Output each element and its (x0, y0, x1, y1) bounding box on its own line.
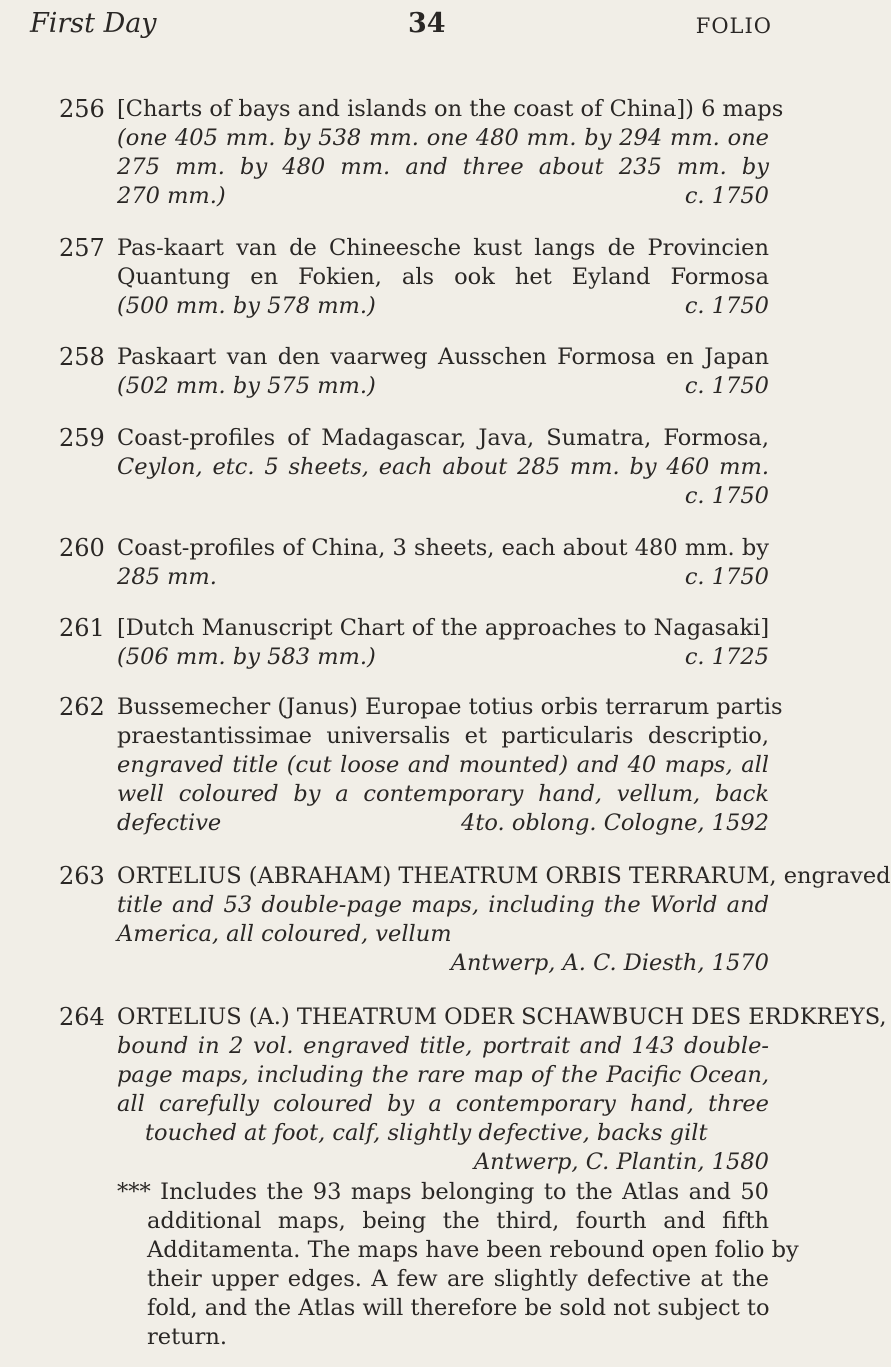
lot-description: [Dutch Manuscript Chart of the approaches to Nagasaki] (506 mm. by 583 mm.) c. 1725 (117, 615, 770, 670)
lot-date: c. 1750 (684, 183, 769, 209)
lot-date: c. 1750 (684, 564, 769, 590)
running-head: First Day (30, 8, 157, 39)
lot-description: Coast-profiles of Madagascar, Java, Sumatra, Formosa, Ceylon, etc. 5 sheets, each about 285 mm. by 460 mm. c. 1750 (117, 425, 769, 509)
lot-description: Paskaart van den vaarweg Ausschen Formosa en Japan (502 mm. by 575 mm.) c. 1750 (117, 344, 769, 399)
lot-date: 4to. oblong. Cologne, 1592 (461, 810, 769, 836)
lot-date: c. 1750 (684, 483, 769, 509)
lot-date: Antwerp, A. C. Diesth, 1570 (450, 950, 769, 976)
lot-date: c. 1750 (684, 293, 769, 319)
lot-number: 264 (59, 1003, 105, 1031)
lot-number: 256 (59, 95, 105, 123)
lot-description: Coast-profiles of China, 3 sheets, each about 480 mm. by 285 mm. c. 1750 (117, 535, 769, 590)
page-header (30, 8, 772, 44)
lot-date: Antwerp, C. Plantin, 1580 (473, 1149, 769, 1175)
lot-description: Pas-kaart van de Chineesche kust langs de Provincien Quantung en Fokien, als ook het Eyland Formosa (500 mm. by 578 mm.) c. 1750 (117, 235, 769, 319)
lot-number: 263 (59, 862, 105, 890)
lot-264-note: *** Includes the 93 maps belonging to the Atlas and 50 additional maps, being the third, fourth and fifth Additamenta. The maps have been rebound open folio by their upper edges. A few are slightly defective at the fold, and the Atlas will therefore be sold not subject to return. (117, 1179, 799, 1350)
lot-description: Bussemecher (Janus) Europae totius orbis terrarum partis praestantissimae universalis et particularis descriptio, engraved title (cut loose and mounted) and 40 maps, all well coloured by a contemporary hand, vellum, back defective 4to. oblong. Cologne, 1592 (117, 694, 783, 836)
lot-number: 262 (59, 693, 105, 721)
lot-number: 259 (59, 424, 105, 452)
lot-number: 261 (59, 614, 105, 642)
lot-description: ORTELIUS (ABRAHAM) THEATRUM ORBIS TERRARUM, engraved title and 53 double-page maps, including the World and America, all coloured, vellum Antwerp, A. C. Diesth, 1570 (117, 863, 891, 976)
format-label: FOLIO (695, 14, 772, 38)
lot-date: c. 1725 (684, 644, 769, 670)
lot-description: ORTELIUS (A.) THEATRUM ODER SCHAWBUCH DES ERDKREYS, bound in 2 vol. engraved title, portrait and 143 double- page maps, including the rare map of the Pacific Ocean, all carefully coloured by a contemporary hand, three touched at foot, calf, slightly defective, backs gilt Antwerp, C. Plantin, 1580 (117, 1004, 887, 1175)
lot-description: [Charts of bays and islands on the coast of China]) 6 maps (one 405 mm. by 538 mm. one 480 mm. by 294 mm. one 275 mm. by 480 mm. and three about 235 mm. by 270 mm.) c. 1750 (117, 96, 784, 209)
lot-number: 260 (59, 534, 105, 562)
page-number: 34 (408, 8, 446, 39)
lot-number: 258 (59, 343, 105, 371)
lot-date: c. 1750 (684, 373, 769, 399)
lot-number: 257 (59, 234, 105, 262)
